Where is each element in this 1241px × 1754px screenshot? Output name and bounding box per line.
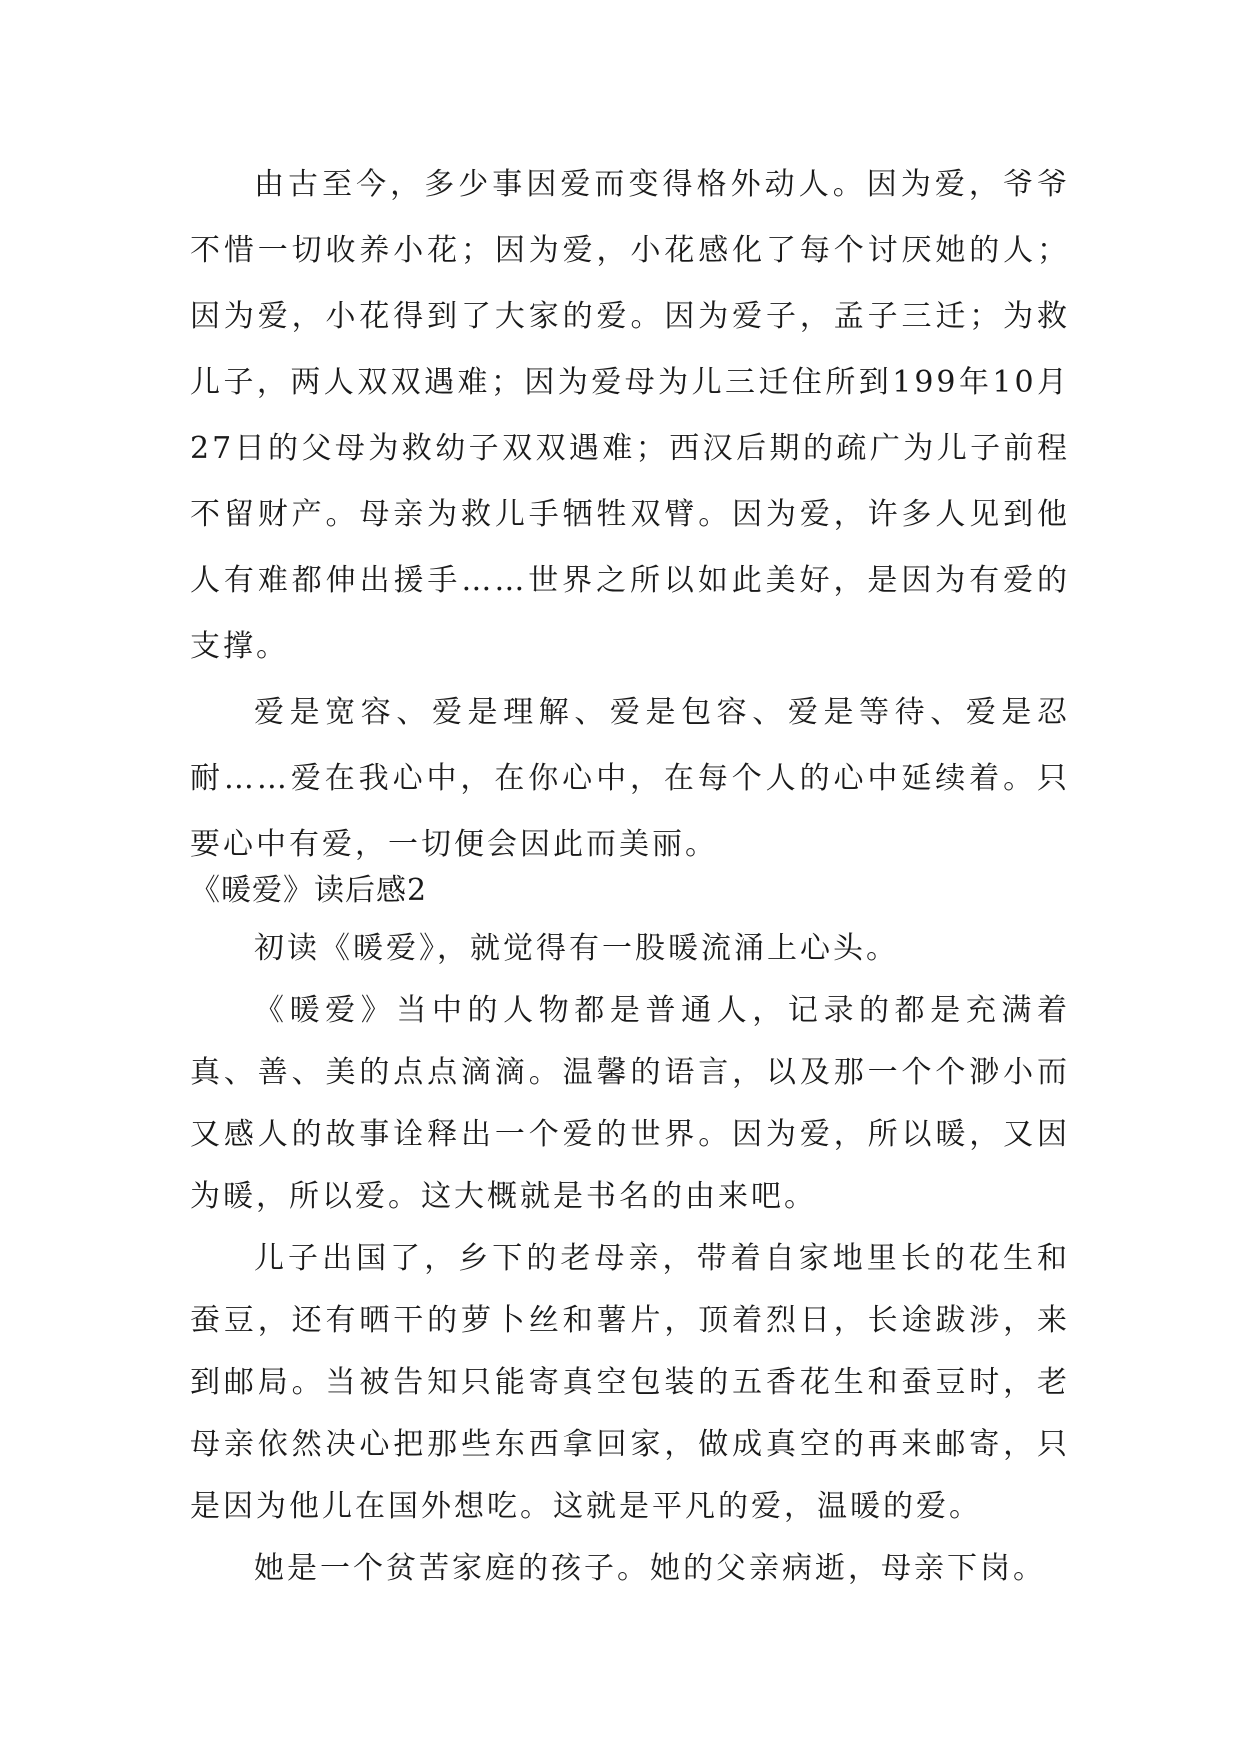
paragraph: 儿子出国了，乡下的老母亲，带着自家地里长的花生和蚕豆，还有晒干的萝卜丝和薯片，顶着烈日，长途跋涉，来到邮局。当被告知只能寄真空包装的五香花生和蚕豆时，老母亲依然决心把那些东西拿回家，做成真空的再来邮寄，只是因为他儿在国外想吃。这就是平凡的爱，温暖的爱。 <box>190 1241 1070 1524</box>
paragraph: 初读《暖爱》，就觉得有一股暖流涌上心头。 <box>254 931 899 966</box>
paragraph: 她是一个贫苦家庭的孩子。她的父亲病逝，母亲下岗。 <box>254 1551 1046 1586</box>
section-2-body <box>190 918 1070 1600</box>
paragraph: 《暖爱》当中的人物都是普通人，记录的都是充满着真、善、美的点点滴滴。温馨的语言，以及那一个个渺小而又感人的故事诠释出一个爱的世界。因为爱，所以暖，又因为暖，所以爱。这大概就是书名的由来吧。 <box>190 993 1070 1214</box>
section-1-body <box>190 152 1070 878</box>
paragraph: 由古至今，多少事因爱而变得格外动人。因为爱，爷爷不惜一切收养小花；因为爱，小花感化了每个讨厌她的人；因为爱，小花得到了大家的爱。因为爱子，孟子三迁；为救儿子，两人双双遇难；因为爱母为儿三迁住所到199年10月27日的父母为救幼子双双遇难；西汉后期的疏广为儿子前程不留财产。母亲为救儿手牺牲双臂。因为爱，许多人见到他人有难都伸出援手……世界之所以如此美好，是因为有爱的支撑。 <box>190 167 1070 664</box>
section-heading: 《暖爱》读后感2 <box>190 873 428 908</box>
paragraph: 爱是宽容、爱是理解、爱是包容、爱是等待、爱是忍耐……爱在我心中，在你心中，在每个人的心中延续着。只要心中有爱，一切便会因此而美丽。 <box>190 695 1070 862</box>
